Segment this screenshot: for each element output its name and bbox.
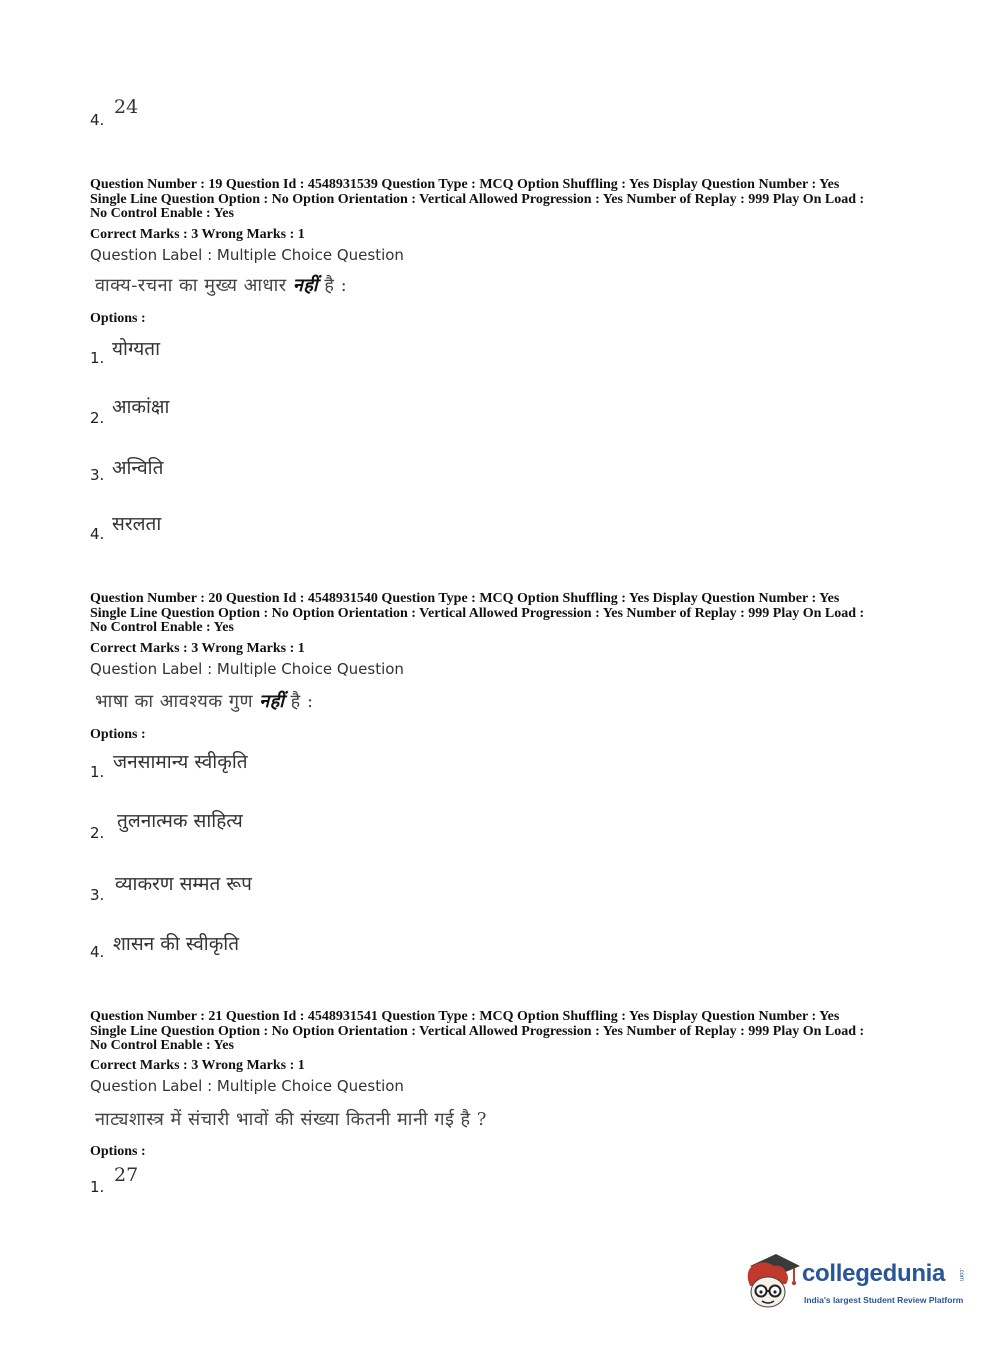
option-number: 4.: [90, 525, 105, 543]
option-text: योग्यता: [112, 338, 161, 360]
option-number: 1.: [90, 349, 105, 367]
meta-line: Single Line Question Option : No Option Orientation : Vertical Allowed Progression : Yes Number of Replay : 999 Play On Load :: [90, 1023, 865, 1039]
logo-tagline: India's largest Student Review Platform: [804, 1295, 964, 1305]
marks-info: Correct Marks : 3 Wrong Marks : 1: [90, 1058, 305, 1073]
option-text: 27: [114, 1164, 139, 1186]
meta-line: Single Line Question Option : No Option Orientation : Vertical Allowed Progression : Yes Number of Replay : 999 Play On Load :: [90, 191, 865, 207]
option-number: 4.: [90, 111, 105, 129]
meta-line: Question Number : 20 Question Id : 4548931540 Question Type : MCQ Option Shuffling : Yes Display Question Number : Yes: [90, 591, 840, 606]
option-number: 1.: [90, 763, 105, 781]
question-label: Question Label : Multiple Choice Question: [90, 246, 404, 264]
question-text: भाषा का आवश्यक गुण नहीं है :: [95, 691, 314, 712]
options-label: Options :: [90, 311, 146, 326]
meta-line: No Control Enable : Yes: [90, 620, 234, 635]
question-text: नाट्यशास्त्र में संचारी भावों की संख्या कितनी मानी गई है ?: [95, 1109, 487, 1130]
question-text: वाक्य-रचना का मुख्य आधार नहीं है :: [95, 275, 348, 296]
option-number: 4.: [90, 943, 105, 961]
question-label: Question Label : Multiple Choice Question: [90, 1077, 404, 1095]
option-text: शासन की स्वीकृति: [113, 933, 240, 955]
option-text: तुलनात्मक साहित्य: [117, 810, 243, 832]
option-number: 3.: [90, 886, 105, 904]
meta-line: Single Line Question Option : No Option Orientation : Vertical Allowed Progression : Yes Number of Replay : 999 Play On Load :: [90, 605, 865, 621]
marks-info: Correct Marks : 3 Wrong Marks : 1: [90, 227, 305, 242]
logo-suffix: .com: [958, 1268, 964, 1282]
meta-line: No Control Enable : Yes: [90, 206, 234, 221]
options-label: Options :: [90, 1144, 146, 1159]
question-meta: [90, 592, 920, 636]
question-meta: [90, 1010, 920, 1054]
option-number: 2.: [90, 824, 105, 842]
question-meta: [90, 178, 920, 222]
emphasis: नहीं: [292, 275, 319, 296]
logo-wordmark: collegedunia: [802, 1260, 946, 1287]
option-number: 2.: [90, 409, 105, 427]
meta-line: Question Number : 21 Question Id : 4548931541 Question Type : MCQ Option Shuffling : Yes Display Question Number : Yes: [90, 1009, 840, 1024]
meta-line: No Control Enable : Yes: [90, 1038, 234, 1053]
question-label: Question Label : Multiple Choice Question: [90, 660, 404, 678]
collegedunia-logo: [742, 1250, 972, 1312]
option-text: 24: [114, 96, 139, 118]
mascot-icon: [742, 1250, 802, 1312]
option-text: अन्विति: [112, 457, 164, 479]
option-text: जनसामान्य स्वीकृति: [113, 751, 248, 773]
meta-line: Question Number : 19 Question Id : 4548931539 Question Type : MCQ Option Shuffling : Yes Display Question Number : Yes: [90, 177, 840, 192]
marks-info: Correct Marks : 3 Wrong Marks : 1: [90, 641, 305, 656]
option-text: व्याकरण सम्मत रूप: [115, 873, 252, 895]
emphasis: नहीं: [259, 691, 285, 712]
options-label: Options :: [90, 727, 146, 742]
option-text: सरलता: [112, 513, 162, 535]
option-number: 1.: [90, 1178, 105, 1196]
option-number: 3.: [90, 466, 105, 484]
option-text: आकांक्षा: [112, 396, 170, 418]
